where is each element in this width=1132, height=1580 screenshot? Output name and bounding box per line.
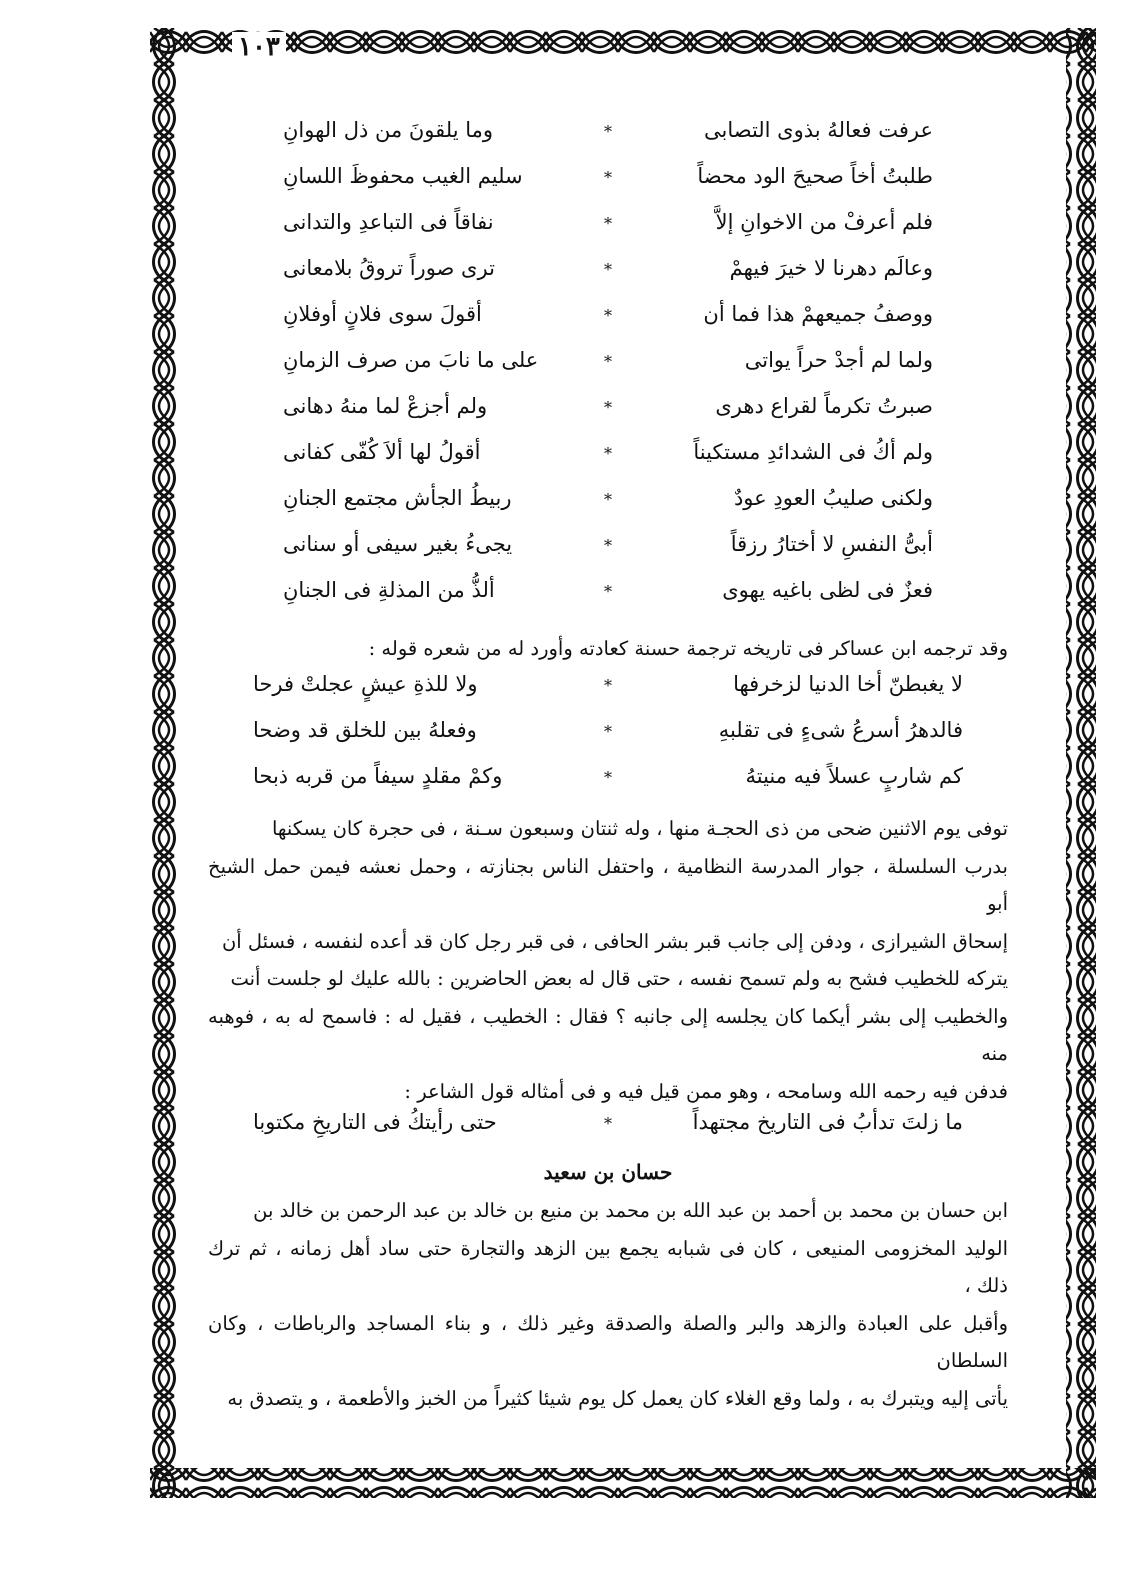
verse-line — [208, 302, 1008, 348]
prose-line: ابن حسان بن محمد بن أحمد بن عبد الله بن محمد بن منيع بن خالد بن عبد الرحمن بن خالد بن — [253, 1199, 1008, 1222]
intro-line: وقد ترجمه ابن عساكر فى تاريخه ترجمة حسنة كعادته وأورد له من شعره قوله : — [368, 637, 1008, 660]
verse-hemistich-second: ولا للذةِ عيشٍ عجلتْ فرحا — [253, 672, 478, 696]
verse-separator: * — [604, 352, 612, 371]
verse-hemistich-second: على ما نابَ من صرف الزمانِ — [283, 348, 539, 372]
verse-hemistich-first: صبرتُ تكرماً لقراع دهرى — [715, 394, 933, 418]
verse-hemistich-second: نفاقاً فى التباعدِ والتدانى — [283, 210, 494, 234]
poem-block-2 — [208, 672, 1008, 810]
prose-line: يأتى إليه ويتبرك به ، ولما وقع الغلاء كان يعمل كل يوم شيئا كثيراً من الخبز والأطعمة ، و يتصدق به — [227, 1386, 1008, 1410]
poem-block-1 — [208, 118, 1008, 624]
verse-line-single — [208, 1110, 1008, 1156]
verse-separator: * — [604, 536, 612, 555]
verse-hemistich-first: فعزٌ فى لظى باغيه يهوى — [722, 578, 933, 602]
verse-line — [208, 394, 1008, 440]
paragraph-biography — [208, 1192, 1008, 1417]
verse-hemistich-second: ترى صوراً تروقُ بلامعانى — [283, 256, 495, 280]
verse-line — [208, 672, 1008, 718]
verse-line — [208, 486, 1008, 532]
prose-line: وأقبل على العبادة والزهد والبر والصلة والصدقة وغير ذلك ، و بناء المساجد والرباطات ، وكان السلطان — [208, 1311, 1008, 1372]
prose-line: توفى يوم الاثنين ضحى من ذى الحجـة منها ، وله ثنتان وسبعون سـنة ، فى حجرة كان يسكنها — [271, 817, 1008, 840]
verse-separator: * — [604, 306, 612, 325]
verse-hemistich-first: عرفت فعالهُ بذوى التصابى — [703, 118, 933, 142]
verse-separator: * — [604, 122, 612, 141]
verse-separator: * — [604, 676, 612, 695]
verse-hemistich-first: طلبتُ أخاً صحيحَ الود محضاً — [697, 164, 933, 188]
verse-separator: * — [604, 214, 612, 233]
verse-line — [208, 440, 1008, 486]
verse-line — [208, 718, 1008, 764]
verse-line — [208, 210, 1008, 256]
verse-hemistich-first: أبىُّ النفسِ لا أختارُ رزقاً — [730, 532, 933, 556]
page-number: ١٠٣ — [232, 32, 286, 62]
verse-hemistich-second: يجىءُ بغير سيفى أو سنانى — [283, 532, 513, 556]
verse-line — [208, 578, 1008, 624]
prose-line: بدرب السلسلة ، جوار المدرسة النظامية ، واحتفل الناس بجنازته ، وحمل نعشه فيمن حمل الشيخ أبو — [208, 854, 1008, 915]
verse-hemistich-first: كم شاربٍ عسلاً فيه منيتهُ — [745, 764, 963, 788]
verse-hemistich-second: أقولُ لها ألاَ كُفّى كفانى — [283, 440, 481, 464]
verse-line — [208, 764, 1008, 810]
verse-separator: * — [604, 722, 612, 741]
verse-hemistich-second: حتى رأيتكُ فى التاريخِ مكتوبا — [253, 1110, 497, 1134]
verse-hemistich-first: فلم أعرفْ من الاخوانِ إلاَّ — [715, 210, 933, 234]
verse-hemistich-first: وعالَم دهرنا لا خيرَ فيهمْ — [729, 256, 933, 280]
section-heading: حسان بن سعيد — [543, 1160, 673, 1184]
prose-line: يتركه للخطيب فشح به ولم تسمح نفسه ، حتى قال له بعض الحاضرين : بالله عليك لو جلست أنت — [230, 967, 1008, 990]
verse-hemistich-second: ربيطُ الجأش مجتمع الجنانِ — [283, 486, 512, 510]
verse-separator: * — [604, 768, 612, 787]
verse-hemistich-second: وكمْ مقلدٍ سيفاً من قربه ذبحا — [253, 764, 503, 788]
verse-hemistich-second: وفعلهُ بين للخلق قد وضحا — [253, 718, 477, 742]
page-content — [208, 118, 1008, 1417]
prose-line: فدفن فيه رحمه الله وسامحه ، وهو ممن قيل فيه و فى أمثاله قول الشاعر : — [404, 1079, 1008, 1103]
verse-hemistich-second: ولم أجزعْ لما منهُ دهانى — [283, 394, 488, 418]
verse-line — [208, 532, 1008, 578]
verse-separator: * — [604, 168, 612, 187]
verse-separator: * — [604, 1114, 612, 1133]
verse-hemistich-second: وما يلقونَ من ذل الهوانِ — [283, 118, 494, 142]
verse-hemistich-first: ولم أكُ فى الشدائدِ مستكيناً — [693, 440, 933, 464]
verse-line — [208, 118, 1008, 164]
verse-hemistich-first: لا يغبطنّ أخا الدنيا لزخرفها — [733, 672, 963, 696]
verse-hemistich-second: أقولَ سوى فلانٍ أوفلانِ — [283, 302, 482, 326]
verse-separator: * — [604, 398, 612, 417]
prose-line: الوليد المخزومى المنيعى ، كان فى شبابه يجمع بين الزهد والتجارة حتى ساد أهل زمانه ، ثم ترك ذلك ، — [208, 1236, 1008, 1297]
verse-hemistich-first: ما زلتَ تدأبُ فى التاريخ مجتهداً — [692, 1110, 963, 1134]
verse-line — [208, 348, 1008, 394]
verse-separator: * — [604, 444, 612, 463]
verse-hemistich-first: ووصفُ جميعهمْ هذا فما أن — [703, 302, 933, 326]
verse-line — [208, 256, 1008, 302]
prose-line: والخطيب إلى بشر أيكما كان يجلسه إلى جانبه ؟ فقال : الخطيب ، فقيل له : فاسمح له به ، فوهبه منه — [208, 1004, 1008, 1065]
verse-hemistich-second: سليم الغيب محفوظَ اللسانِ — [283, 164, 523, 188]
verse-hemistich-first: ولكنى صليبُ العودِ عودٌ — [733, 486, 933, 510]
prose-line: إسحاق الشيرازى ، ودفن إلى جانب قبر بشر الحافى ، فى قبر رجل كان قد أعده لنفسه ، فسئل أن — [221, 929, 1008, 953]
verse-separator: * — [604, 260, 612, 279]
verse-hemistich-first: ولما لم أجدْ حراً يواتى — [744, 348, 933, 372]
verse-line — [208, 164, 1008, 210]
verse-separator: * — [604, 490, 612, 509]
verse-hemistich-second: ألذُّ من المذلةِ فى الجنانِ — [283, 578, 495, 602]
verse-hemistich-first: فالدهرُ أسرعُ شىءٍ فى تقلبهِ — [718, 718, 963, 742]
verse-separator: * — [604, 582, 612, 601]
paragraph-death-account — [208, 810, 1008, 1110]
